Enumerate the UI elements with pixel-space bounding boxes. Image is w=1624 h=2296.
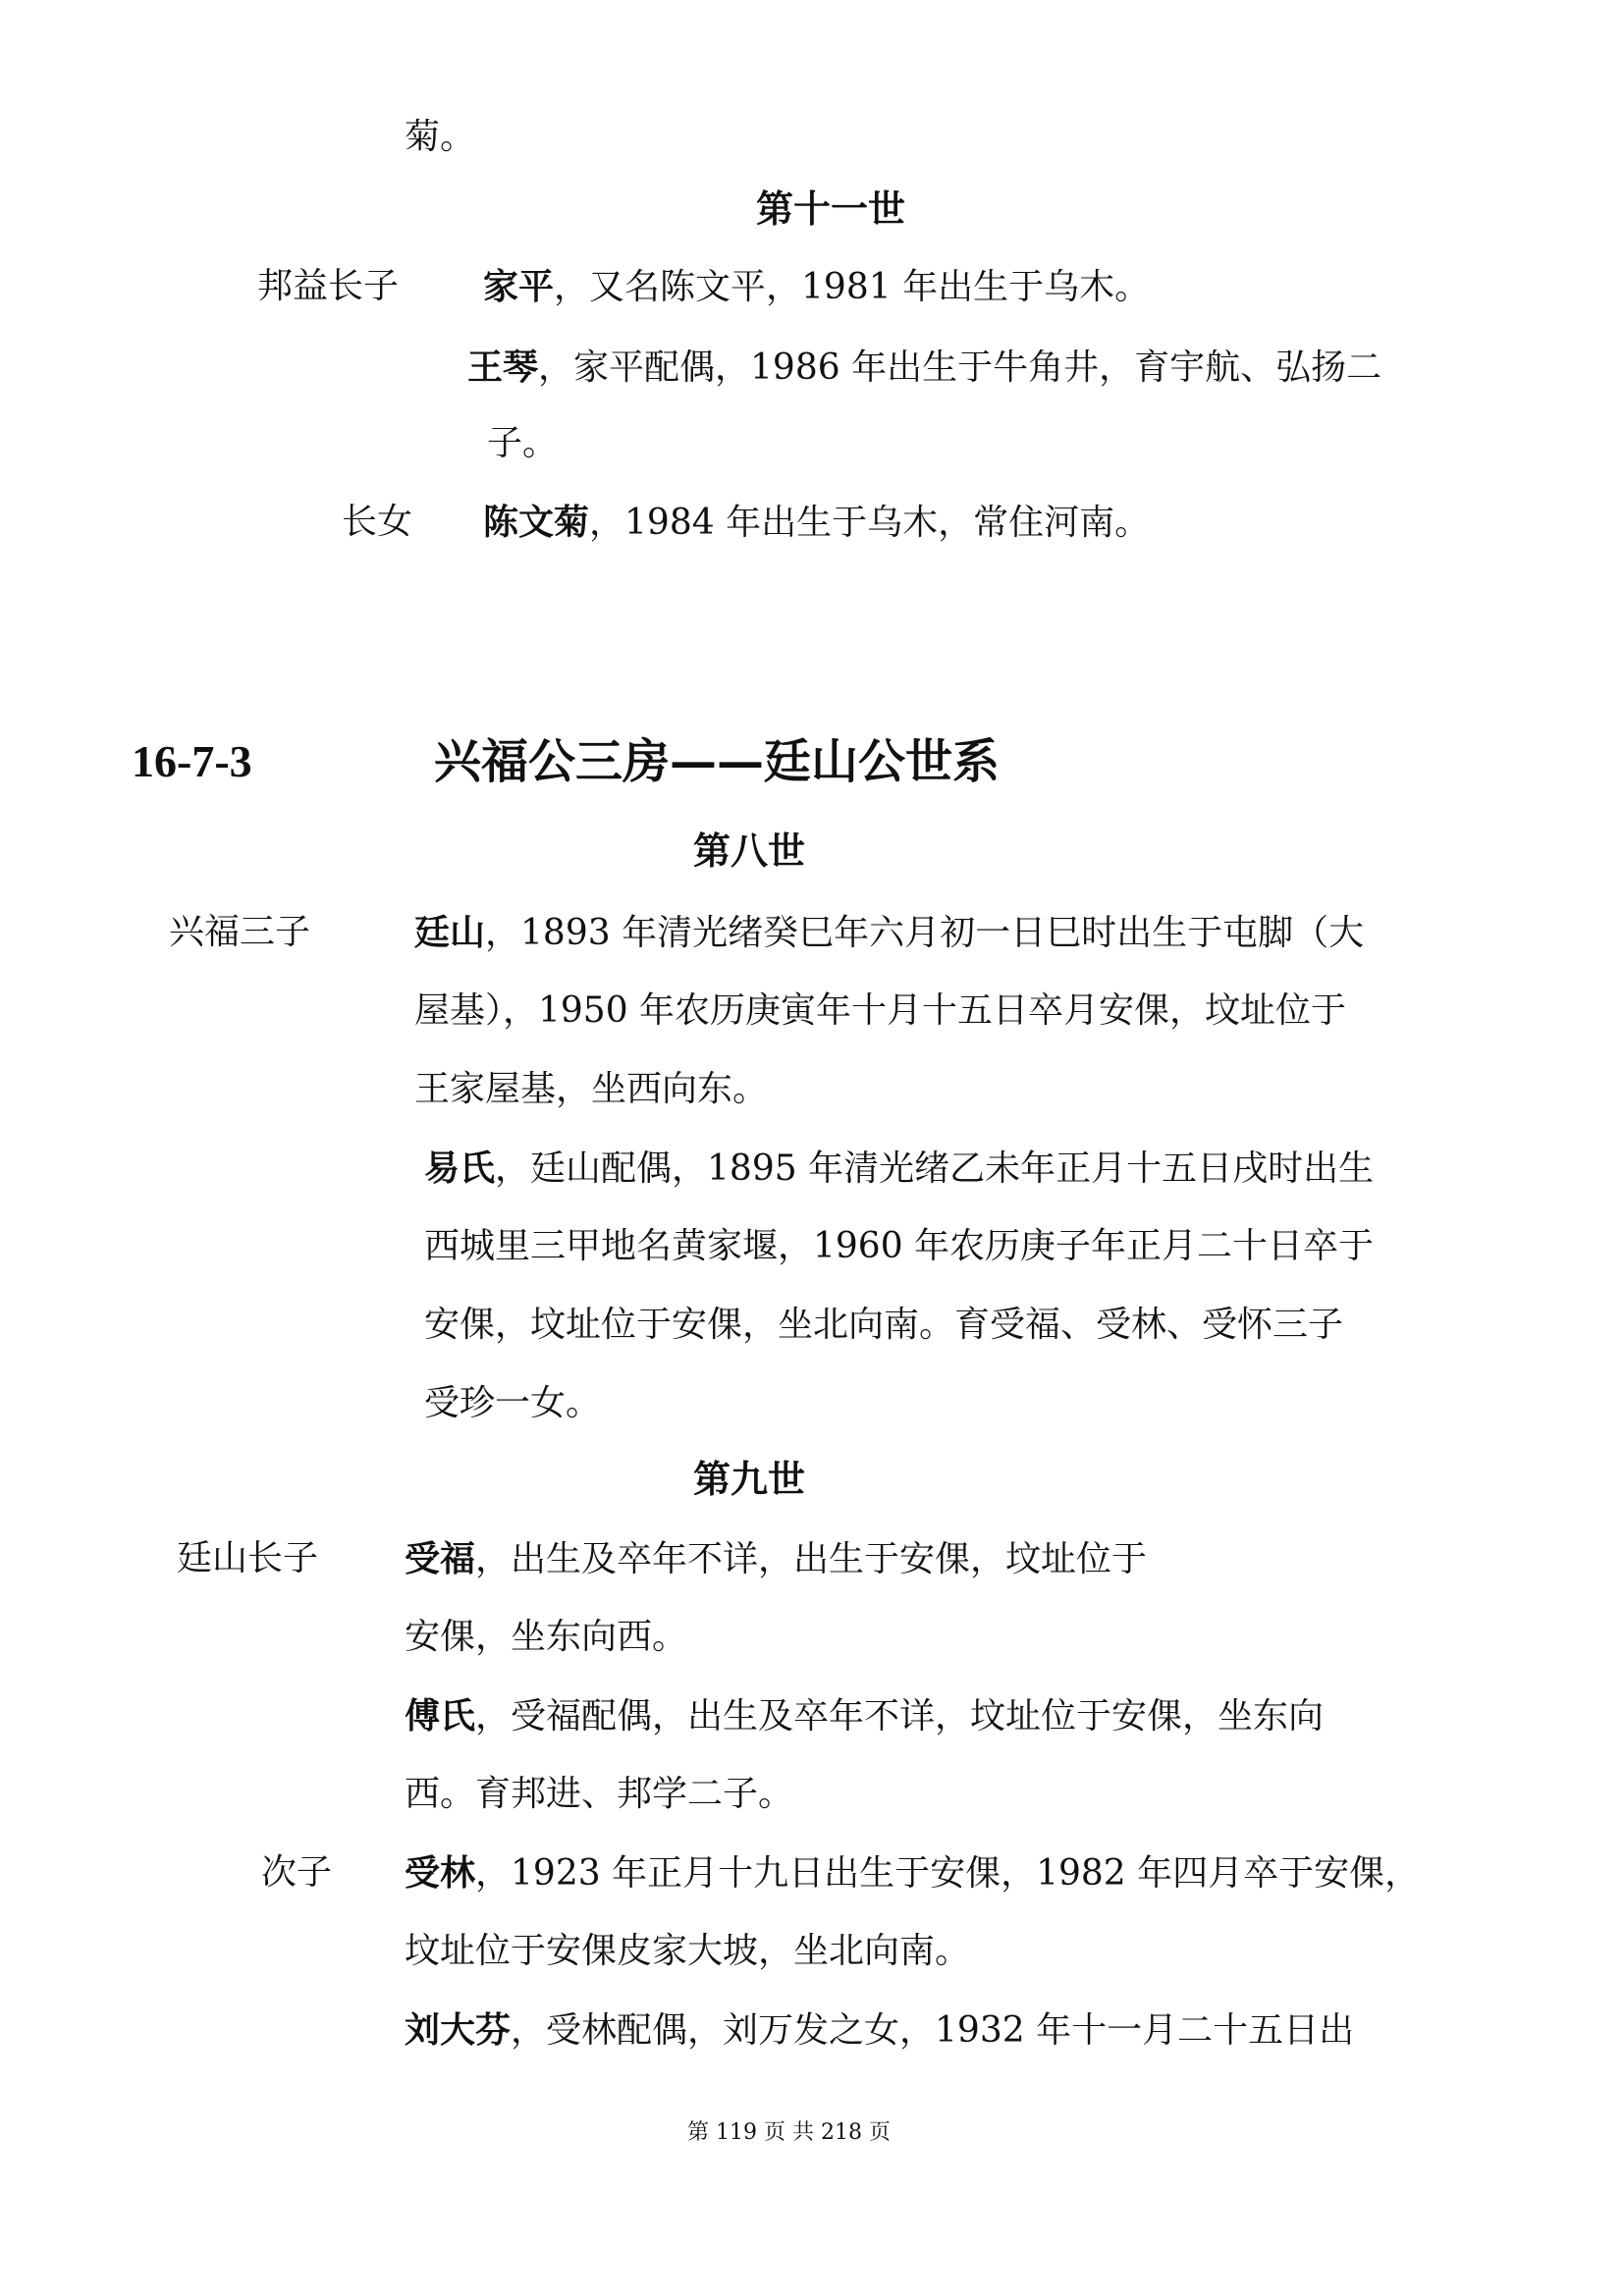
entry-text: ，又名陈文平，1981 年出生于乌木。 [554, 267, 1151, 307]
entry-text: ，出生及卒年不详，出生于安倮，坟址位于 [475, 1539, 1148, 1579]
generation-heading-11: 第十一世 [756, 187, 906, 231]
genealogy-entry [405, 1849, 1420, 1897]
person-name: 廷山 [414, 912, 486, 953]
person-name: 易氏 [424, 1148, 496, 1189]
entry-text: ，受林配偶，刘万发之女，1932 年十一月二十五日出 [511, 2010, 1355, 2051]
entry-line: 坟址位于安倮皮家大坡，坐北向南。 [405, 1931, 971, 1971]
entry-text: ，1893 年清光绪癸巳年六月初一日巳时出生于屯脚（大 [485, 913, 1365, 953]
genealogy-entry [405, 1535, 1147, 1583]
section-title: 兴福公三房——廷山公世系 [434, 734, 1001, 789]
person-name: 受林 [405, 1852, 476, 1894]
generation-heading-9: 第九世 [693, 1457, 806, 1501]
person-name: 傅氏 [405, 1695, 476, 1736]
person-name: 家平 [483, 266, 555, 307]
relation-label: 次子 [261, 1852, 333, 1893]
entry-text: ，廷山配偶，1895 年清光绪乙未年正月十五日戌时出生 [495, 1148, 1375, 1189]
genealogy-entry [467, 344, 1381, 392]
person-name: 陈文菊 [483, 502, 590, 543]
entry-line: 西城里三甲地名黄家堰，1960 年农历庚子年正月二十日卒于 [424, 1226, 1375, 1266]
section-number: 16-7-3 [132, 736, 252, 786]
relation-label: 长女 [342, 502, 413, 542]
relation-label: 廷山长子 [177, 1538, 319, 1578]
person-name: 刘大芬 [405, 2009, 512, 2051]
entry-line: 屋基），1950 年农历庚寅年十月十五日卒月安倮，坟址位于 [414, 990, 1347, 1031]
genealogy-entry [414, 909, 1364, 957]
entry-text: ，家平配偶，1986 年出生于牛角井，育宇航、弘扬二 [538, 347, 1382, 388]
person-name: 受福 [405, 1538, 476, 1579]
entry-line: 西。育邦进、邦学二子。 [405, 1774, 794, 1814]
entry-continuation: 子。 [487, 423, 559, 463]
entry-line: 安倮，坟址位于安倮，坐北向南。育受福、受林、受怀三子 [424, 1305, 1344, 1345]
relation-label: 兴福三子 [169, 912, 311, 952]
continuation-text: 菊。 [405, 117, 476, 157]
genealogy-entry [483, 499, 1150, 547]
entry-text: ，1984 年出生于乌木，常住河南。 [589, 503, 1151, 543]
person-name: 王琴 [467, 347, 539, 388]
page-footer: 第 119 页 共 218 页 [687, 2120, 891, 2145]
genealogy-entry [424, 1145, 1374, 1193]
genealogy-entry [405, 1692, 1324, 1740]
genealogy-entry [483, 263, 1150, 311]
entry-line: 王家屋基，坐西向东。 [414, 1069, 769, 1109]
entry-text: ，受福配偶，出生及卒年不详，坟址位于安倮，坐东向 [475, 1696, 1325, 1736]
entry-text: ，1923 年正月十九日出生于安倮，1982 年四月卒于安倮， [475, 1853, 1421, 1894]
genealogy-entry [405, 2006, 1354, 2055]
relation-label: 邦益长子 [257, 266, 400, 306]
generation-heading-8: 第八世 [693, 828, 806, 873]
entry-line: 安倮，坐东向西。 [405, 1617, 688, 1657]
entry-line: 受珍一女。 [424, 1383, 602, 1423]
